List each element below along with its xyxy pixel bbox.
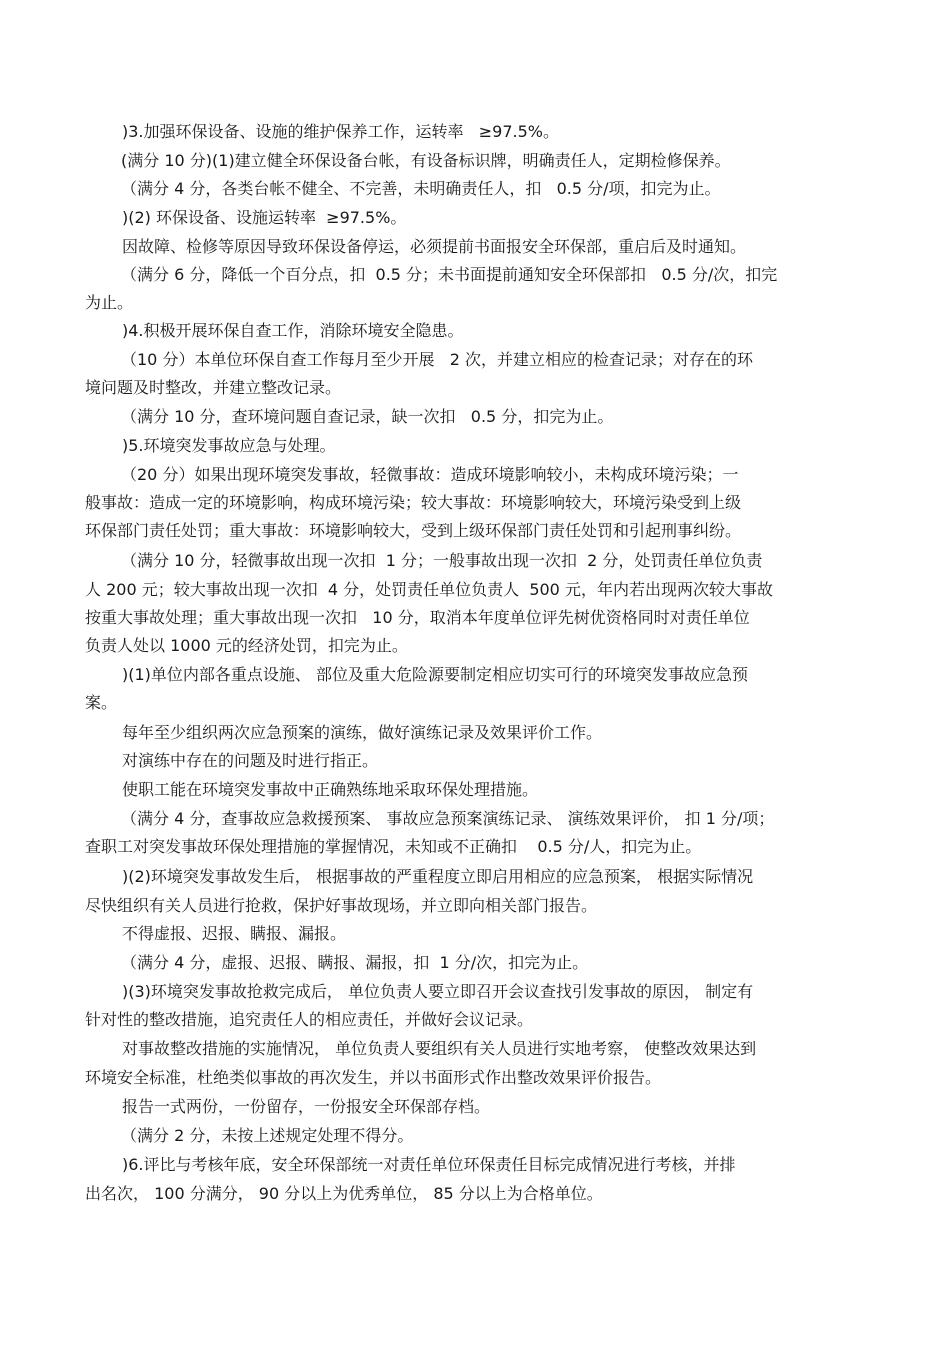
text-line: 案。: [85, 693, 118, 712]
text-line: 负责人处以 1000 元的经济处罚，扣完为止。: [85, 636, 408, 655]
text-line: 每年至少组织两次应急预案的演练，做好演练记录及效果评价工作。: [122, 723, 603, 742]
text-line: 因故障、检修等原因导致环保设备停运，必须提前书面报安全环保部，重启后及时通知。: [122, 237, 747, 256]
text-line: )(2) 环保设备、设施运转率 ≥97.5%。: [122, 208, 407, 227]
text-line: 尽快组织有关人员进行抢救，保护好事故现场，并立即向相关部门报告。: [85, 896, 598, 915]
text-line: 环境安全标准，杜绝类似事故的再次发生，并以书面形式作出整改效果评价报告。: [85, 1068, 662, 1087]
text-line: 对演练中存在的问题及时进行指正。: [122, 751, 379, 770]
text-line: （满分 2 分，未按上述规定处理不得分。: [121, 1126, 414, 1145]
text-line: （满分 4 分，查事故应急救援预案、 事故应急预案演练记录、 演练效果评价， 扣 1 分/项；: [121, 809, 775, 828]
text-line: (满分 10 分)(1)建立健全环保设备台帐，有设备标识牌，明确责任人，定期检修保养。: [121, 151, 731, 170]
text-line: )(2)环境突发事故发生后， 根据事故的严重程度立即启用相应的应急预案， 根据实际情况: [122, 867, 754, 886]
text-line: )5.环境突发事故应急与处理。: [122, 436, 336, 455]
text-line: 环保部门责任处罚；重大事故：环境影响较大，受到上级环保部门责任处罚和引起刑事纠纷。: [85, 521, 742, 540]
text-line: 按重大事故处理；重大事故出现一次扣 10 分，取消本年度单位评先树优资格同时对责任单位: [85, 608, 750, 627]
text-line: 不得虚报、迟报、瞒报、漏报。: [122, 924, 347, 943]
text-line: （满分 4 分，各类台帐不健全、不完善，未明确责任人，扣 0.5 分/项，扣完为止。: [121, 179, 721, 198]
text-line: 人 200 元；较大事故出现一次扣 4 分，处罚责任单位负责人 500 元，年内若出现两次较大事故: [85, 580, 773, 599]
text-line: )(1)单位内部各重点设施、 部位及重大危险源要制定相应切实可行的环境突发事故应急预: [122, 665, 748, 684]
text-line: （10 分）本单位环保自查工作每月至少开展 2 次，并建立相应的检查记录；对存在的环: [121, 350, 753, 369]
text-line: )(3)环境突发事故抢救完成后， 单位负责人要立即召开会议查找引发事故的原因， 制定有: [122, 982, 754, 1001]
text-line: 使职工能在环境突发事故中正确熟练地采取环保处理措施。: [122, 780, 539, 799]
text-line: 对事故整改措施的实施情况， 单位负责人要组织有关人员进行实地考察， 使整改效果达到: [122, 1039, 757, 1058]
text-line: 般事故：造成一定的环境影响，构成环境污染；较大事故：环境影响较大，环境污染受到上级: [85, 493, 742, 512]
text-line: 境问题及时整改，并建立整改记录。: [85, 378, 342, 397]
text-line: （20 分）如果出现环境突发事故，轻微事故：造成环境影响较小，未构成环境污染；一: [121, 465, 739, 484]
text-line: )3.加强环保设备、设施的维护保养工作，运转率 ≥97.5%。: [122, 122, 560, 141]
text-line: )6.评比与考核年底，安全环保部统一对责任单位环保责任目标完成情况进行考核，并排: [122, 1155, 736, 1174]
text-line: 为止。: [85, 293, 134, 312]
text-line: 出名次， 100 分满分， 90 分以上为优秀单位， 85 分以上为合格单位。: [85, 1184, 603, 1203]
text-line: 报告一式两份，一份留存，一份报安全环保部存档。: [122, 1097, 491, 1116]
text-line: （满分 6 分，降低一个百分点，扣 0.5 分；未书面提前通知安全环保部扣 0.5 分/次，扣完: [121, 265, 778, 284]
text-line: （满分 10 分，查环境问题自查记录，缺一次扣 0.5 分，扣完为止。: [121, 407, 614, 426]
text-line: 查职工对突发事故环保处理措施的掌握情况，未知或不正确扣 0.5 分/人，扣完为止。: [85, 837, 702, 856]
text-line: )4.积极开展环保自查工作，消除环境安全隐患。: [122, 321, 464, 340]
text-line: （满分 10 分，轻微事故出现一次扣 1 分；一般事故出现一次扣 2 分，处罚责任单位负责: [121, 551, 763, 570]
text-line: 针对性的整改措施，追究责任人的相应责任，并做好会议记录。: [85, 1010, 534, 1029]
text-line: （满分 4 分，虚报、迟报、瞒报、漏报，扣 1 分/次，扣完为止。: [121, 953, 589, 972]
